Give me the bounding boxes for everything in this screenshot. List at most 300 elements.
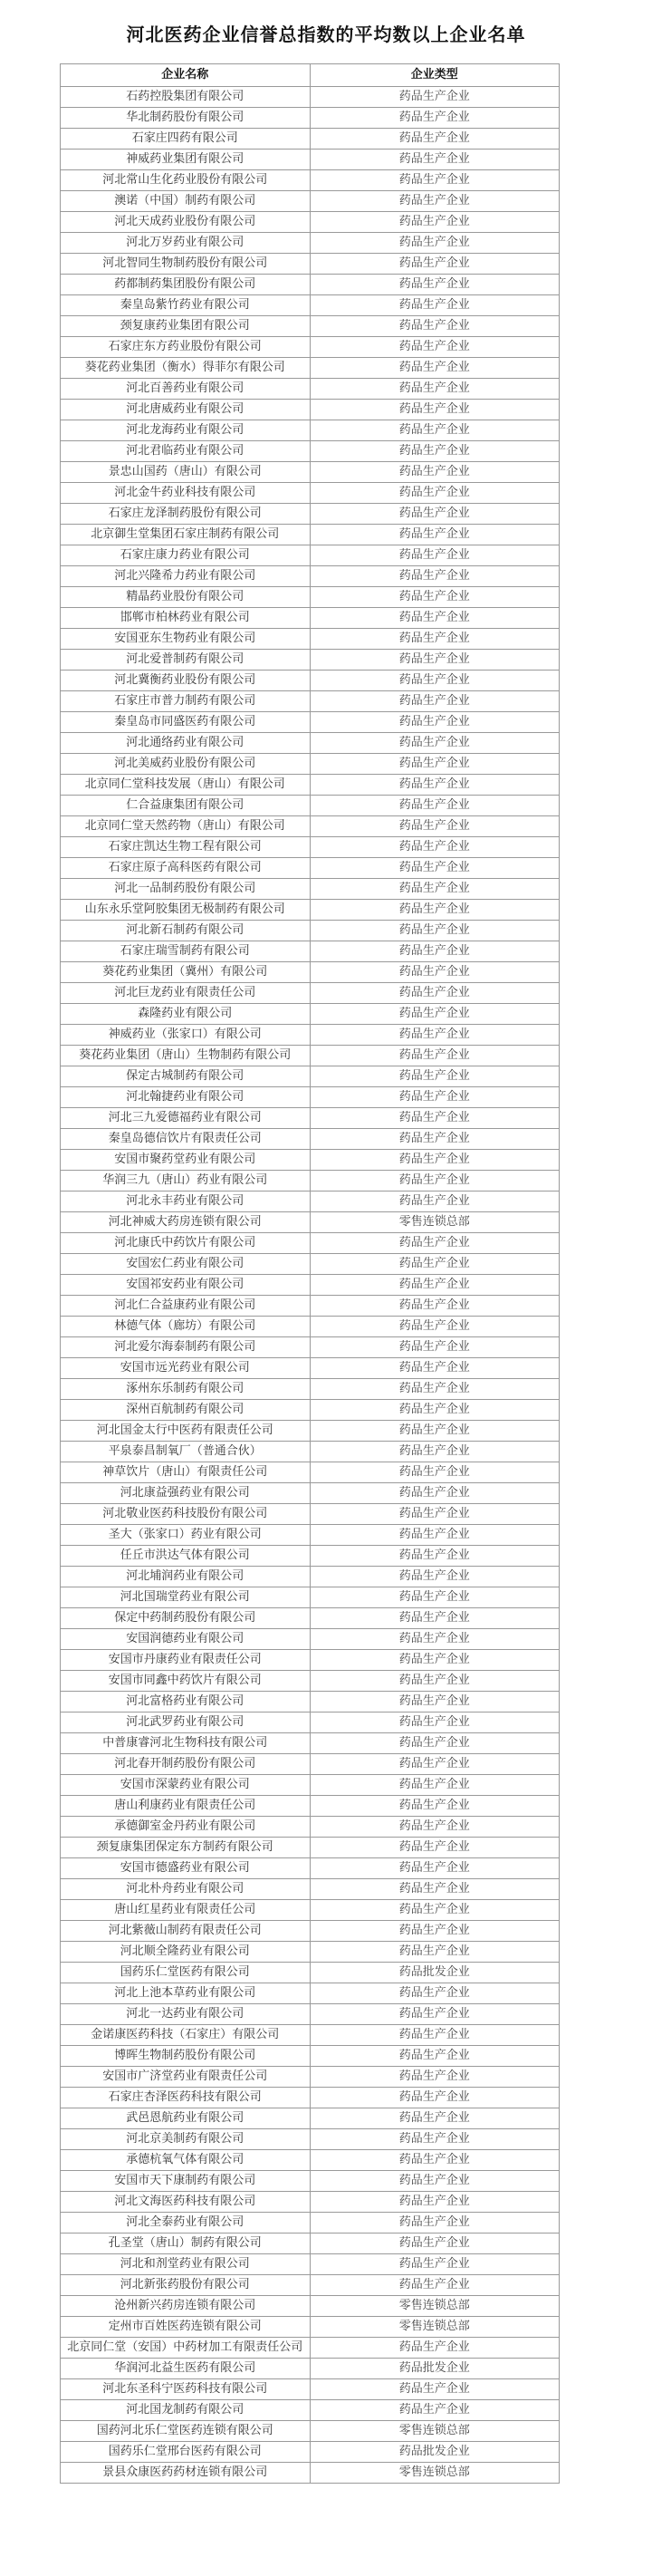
- company-name-cell: 景忠山国药（唐山）有限公司: [61, 462, 311, 483]
- company-name-cell: 石家庄龙泽制药股份有限公司: [61, 504, 311, 525]
- table-row: [61, 1400, 560, 1421]
- table-row: [61, 1983, 560, 2004]
- table-row: [61, 1817, 560, 1838]
- company-name-cell: 河北紫薇山制药有限责任公司: [61, 1921, 311, 1942]
- company-name-cell: 河北万岁药业有限公司: [61, 233, 311, 254]
- company-type-cell: 药品生产企业: [310, 400, 560, 420]
- table-row: [61, 2025, 560, 2046]
- company-name-cell: 安国宏仁药业有限公司: [61, 1254, 311, 1275]
- company-type-cell: 药品生产企业: [310, 2254, 560, 2275]
- company-name-cell: 中普康睿河北生物科技有限公司: [61, 1733, 311, 1754]
- company-name-cell: 河北一品制药股份有限公司: [61, 879, 311, 900]
- company-name-cell: 河北新石制药有限公司: [61, 921, 311, 941]
- company-type-cell: 药品生产企业: [310, 650, 560, 671]
- company-name-cell: 河北龙海药业有限公司: [61, 420, 311, 441]
- company-name-cell: 河北顺全隆药业有限公司: [61, 1942, 311, 1963]
- table-row: [61, 1025, 560, 1046]
- company-name-cell: 孔圣堂（唐山）制药有限公司: [61, 2233, 311, 2254]
- company-type-cell: 药品生产企业: [310, 754, 560, 775]
- company-type-cell: 药品生产企业: [310, 1337, 560, 1358]
- company-name-cell: 河北智同生物制药股份有限公司: [61, 254, 311, 275]
- company-type-cell: 药品生产企业: [310, 733, 560, 754]
- company-name-cell: 安国市广济堂药业有限责任公司: [61, 2067, 311, 2088]
- company-name-cell: 森隆药业有限公司: [61, 1004, 311, 1025]
- company-type-cell: 药品生产企业: [310, 2150, 560, 2171]
- company-name-cell: 石家庄市普力制药有限公司: [61, 691, 311, 712]
- table-row: [61, 837, 560, 858]
- company-type-cell: 药品生产企业: [310, 295, 560, 316]
- company-type-cell: 药品生产企业: [310, 2400, 560, 2421]
- company-type-cell: 药品生产企业: [310, 921, 560, 941]
- company-type-cell: 药品生产企业: [310, 1046, 560, 1066]
- company-name-cell: 河北京美制药有限公司: [61, 2129, 311, 2150]
- company-name-cell: 药都制药集团股份有限公司: [61, 275, 311, 295]
- company-type-cell: 药品生产企业: [310, 1838, 560, 1858]
- company-type-cell: 药品生产企业: [310, 1442, 560, 1462]
- table-row: [61, 1796, 560, 1817]
- table-row: [61, 879, 560, 900]
- company-type-cell: 药品生产企业: [310, 1671, 560, 1692]
- table-row: [61, 2192, 560, 2213]
- company-name-cell: 平泉泰昌制氧厂（普通合伙）: [61, 1442, 311, 1462]
- table-body: [61, 87, 560, 2484]
- company-name-cell: 保定古城制药有限公司: [61, 1066, 311, 1087]
- company-name-cell: 神草饮片（唐山）有限责任公司: [61, 1462, 311, 1483]
- table-row: [61, 1963, 560, 1983]
- table-row: [61, 1713, 560, 1733]
- company-name-cell: 安国祁安药业有限公司: [61, 1275, 311, 1296]
- company-type-cell: 药品生产企业: [310, 108, 560, 129]
- table-row: [61, 587, 560, 608]
- table-row: [61, 796, 560, 816]
- company-type-cell: 药品生产企业: [310, 712, 560, 733]
- company-name-cell: 河北新张药股份有限公司: [61, 2275, 311, 2296]
- company-name-cell: 北京同仁堂天然药物（唐山）有限公司: [61, 816, 311, 837]
- table-row: [61, 1108, 560, 1129]
- company-name-cell: 河北常山生化药业股份有限公司: [61, 170, 311, 191]
- table-row: [61, 1442, 560, 1462]
- company-type-cell: 零售连锁总部: [310, 2296, 560, 2317]
- table-row: [61, 2067, 560, 2088]
- company-name-cell: 石家庄东方药业股份有限公司: [61, 337, 311, 358]
- table-row: [61, 504, 560, 525]
- company-name-cell: 河北美威药业股份有限公司: [61, 754, 311, 775]
- company-type-cell: 药品生产企业: [310, 671, 560, 691]
- company-type-cell: 药品生产企业: [310, 1733, 560, 1754]
- table-row: [61, 712, 560, 733]
- company-type-cell: 药品生产企业: [310, 1379, 560, 1400]
- company-name-cell: 安国润德药业有限公司: [61, 1629, 311, 1650]
- table-row: [61, 1087, 560, 1108]
- table-row: [61, 1733, 560, 1754]
- company-type-cell: 药品生产企业: [310, 2088, 560, 2108]
- company-name-cell: 金诺康医药科技（石家庄）有限公司: [61, 2025, 311, 2046]
- company-name-cell: 秦皇岛市同盛医药有限公司: [61, 712, 311, 733]
- company-name-cell: 河北和剂堂药业有限公司: [61, 2254, 311, 2275]
- company-type-cell: 药品生产企业: [310, 1504, 560, 1525]
- company-type-cell: 药品生产企业: [310, 233, 560, 254]
- company-name-cell: 北京御生堂集团石家庄制药有限公司: [61, 525, 311, 545]
- company-name-cell: 华润三九（唐山）药业有限公司: [61, 1171, 311, 1192]
- company-type-cell: 药品生产企业: [310, 1546, 560, 1567]
- company-type-cell: 药品生产企业: [310, 545, 560, 566]
- table-row: [61, 858, 560, 879]
- table-row: [61, 2400, 560, 2421]
- company-name-cell: 河北敬业医药科技股份有限公司: [61, 1504, 311, 1525]
- company-type-cell: 药品生产企业: [310, 1796, 560, 1817]
- company-type-cell: 药品生产企业: [310, 1129, 560, 1150]
- company-type-cell: 药品生产企业: [310, 1171, 560, 1192]
- table-row: [61, 1587, 560, 1608]
- company-type-cell: 药品生产企业: [310, 816, 560, 837]
- company-name-cell: 河北通络药业有限公司: [61, 733, 311, 754]
- company-type-cell: 药品生产企业: [310, 1025, 560, 1046]
- company-name-cell: 河北康氏中药饮片有限公司: [61, 1233, 311, 1254]
- company-type-cell: 药品生产企业: [310, 1608, 560, 1629]
- company-type-cell: 药品生产企业: [310, 191, 560, 212]
- company-name-cell: 神威药业（张家口）有限公司: [61, 1025, 311, 1046]
- company-name-cell: 河北埔润药业有限公司: [61, 1567, 311, 1587]
- company-name-cell: 河北文海医药科技有限公司: [61, 2192, 311, 2213]
- company-name-cell: 安国市聚药堂药业有限公司: [61, 1150, 311, 1171]
- company-type-cell: 药品生产企业: [310, 1254, 560, 1275]
- company-type-cell: 药品生产企业: [310, 587, 560, 608]
- company-name-cell: 华北制药股份有限公司: [61, 108, 311, 129]
- company-name-cell: 唐山红星药业有限责任公司: [61, 1900, 311, 1921]
- table-row: [61, 816, 560, 837]
- table-row: [61, 1650, 560, 1671]
- table-row: [61, 1858, 560, 1879]
- table-row: [61, 295, 560, 316]
- company-name-cell: 承德御室金丹药业有限公司: [61, 1817, 311, 1838]
- table-row: [61, 1212, 560, 1233]
- company-type-cell: 药品生产企业: [310, 1587, 560, 1608]
- table-row: [61, 87, 560, 108]
- company-name-cell: 河北爱尔海泰制药有限公司: [61, 1337, 311, 1358]
- company-type-cell: 药品生产企业: [310, 1858, 560, 1879]
- company-name-cell: 澳诺（中国）制药有限公司: [61, 191, 311, 212]
- company-type-cell: 药品生产企业: [310, 420, 560, 441]
- table-row: [61, 129, 560, 150]
- table-row: [61, 1275, 560, 1296]
- table-row: [61, 2171, 560, 2192]
- company-name-cell: 神威药业集团有限公司: [61, 150, 311, 170]
- company-name-cell: 石家庄原子高科医药有限公司: [61, 858, 311, 879]
- company-name-cell: 颈复康集团保定东方制药有限公司: [61, 1838, 311, 1858]
- company-name-cell: 河北上池本草药业有限公司: [61, 1983, 311, 2004]
- company-type-cell: 药品生产企业: [310, 1983, 560, 2004]
- company-type-cell: 药品生产企业: [310, 1713, 560, 1733]
- company-type-cell: 药品生产企业: [310, 1650, 560, 1671]
- company-name-cell: 石药控股集团有限公司: [61, 87, 311, 108]
- table-row: [61, 212, 560, 233]
- company-type-cell: 药品生产企业: [310, 983, 560, 1004]
- company-name-cell: 河北百善药业有限公司: [61, 379, 311, 400]
- table-row: [61, 1754, 560, 1775]
- company-type-cell: 药品批发企业: [310, 2359, 560, 2379]
- company-name-cell: 林德气体（廊坊）有限公司: [61, 1317, 311, 1337]
- table-row: [61, 108, 560, 129]
- company-type-cell: 药品生产企业: [310, 1817, 560, 1838]
- table-row: [61, 1317, 560, 1337]
- table-row: [61, 2275, 560, 2296]
- company-name-cell: 河北兴隆希力药业有限公司: [61, 566, 311, 587]
- document-title: 河北医药企业信誉总指数的平均数以上企业名单: [126, 24, 526, 45]
- company-type-cell: 药品生产企业: [310, 1921, 560, 1942]
- company-name-cell: 承德杭氧气体有限公司: [61, 2150, 311, 2171]
- table-row: [61, 462, 560, 483]
- company-name-cell: 颈复康药业集团有限公司: [61, 316, 311, 337]
- company-type-cell: 药品生产企业: [310, 2213, 560, 2233]
- header-company-name: 企业名称: [61, 64, 311, 87]
- company-type-cell: 药品生产企业: [310, 1066, 560, 1087]
- table-row: [61, 1171, 560, 1192]
- company-name-cell: 河北翰捷药业有限公司: [61, 1087, 311, 1108]
- table-row: [61, 1629, 560, 1650]
- company-type-cell: 药品生产企业: [310, 2067, 560, 2088]
- table-row: [61, 1504, 560, 1525]
- company-type-cell: 药品生产企业: [310, 1692, 560, 1713]
- table-row: [61, 191, 560, 212]
- company-name-cell: 河北神威大药房连锁有限公司: [61, 1212, 311, 1233]
- company-name-cell: 河北君临药业有限公司: [61, 441, 311, 462]
- company-type-cell: 药品生产企业: [310, 1317, 560, 1337]
- enterprise-table: [60, 63, 560, 2484]
- company-type-cell: 药品生产企业: [310, 1296, 560, 1317]
- table-row: [61, 983, 560, 1004]
- company-type-cell: 药品生产企业: [310, 1879, 560, 1900]
- company-name-cell: 安国市同鑫中药饮片有限公司: [61, 1671, 311, 1692]
- company-name-cell: 河北武罗药业有限公司: [61, 1713, 311, 1733]
- company-name-cell: 河北国金太行中医药有限责任公司: [61, 1421, 311, 1442]
- table-row: [61, 1004, 560, 1025]
- company-name-cell: 秦皇岛紫竹药业有限公司: [61, 295, 311, 316]
- table-row: [61, 379, 560, 400]
- company-name-cell: 石家庄康力药业有限公司: [61, 545, 311, 566]
- company-name-cell: 国药乐仁堂邢台医药有限公司: [61, 2442, 311, 2463]
- company-name-cell: 河北天成药业股份有限公司: [61, 212, 311, 233]
- table-row: [61, 400, 560, 420]
- table-row: [61, 525, 560, 545]
- table-row: [61, 545, 560, 566]
- company-name-cell: 秦皇岛德信饮片有限责任公司: [61, 1129, 311, 1150]
- company-name-cell: 国药河北乐仁堂医药连锁有限公司: [61, 2421, 311, 2442]
- table-row: [61, 420, 560, 441]
- company-type-cell: 药品生产企业: [310, 900, 560, 921]
- table-row: [61, 1337, 560, 1358]
- table-row: [61, 1921, 560, 1942]
- table-row: [61, 1233, 560, 1254]
- company-type-cell: 药品生产企业: [310, 441, 560, 462]
- company-type-cell: 药品生产企业: [310, 1775, 560, 1796]
- company-type-cell: 药品生产企业: [310, 2379, 560, 2400]
- company-name-cell: 景县众康医药药材连锁有限公司: [61, 2463, 311, 2484]
- company-type-cell: 药品生产企业: [310, 150, 560, 170]
- company-name-cell: 河北唐威药业有限公司: [61, 400, 311, 420]
- company-type-cell: 零售连锁总部: [310, 2421, 560, 2442]
- table-row: [61, 1462, 560, 1483]
- table-row: [61, 1525, 560, 1546]
- table-row: [61, 1608, 560, 1629]
- company-name-cell: 武邑恩航药业有限公司: [61, 2108, 311, 2129]
- table-row: [61, 921, 560, 941]
- company-type-cell: 药品生产企业: [310, 1150, 560, 1171]
- company-type-cell: 药品生产企业: [310, 1400, 560, 1421]
- table-row: [61, 150, 560, 170]
- company-name-cell: 北京同仁堂（安国）中药材加工有限责任公司: [61, 2338, 311, 2359]
- company-name-cell: 任丘市洪达气体有限公司: [61, 1546, 311, 1567]
- company-type-cell: 药品生产企业: [310, 1483, 560, 1504]
- company-type-cell: 药品生产企业: [310, 2108, 560, 2129]
- company-name-cell: 圣大（张家口）药业有限公司: [61, 1525, 311, 1546]
- company-name-cell: 河北东圣科宁医药科技有限公司: [61, 2379, 311, 2400]
- company-type-cell: 零售连锁总部: [310, 2317, 560, 2338]
- company-type-cell: 药品生产企业: [310, 462, 560, 483]
- company-type-cell: 药品生产企业: [310, 691, 560, 712]
- company-name-cell: 河北朴舟药业有限公司: [61, 1879, 311, 1900]
- table-row: [61, 1900, 560, 1921]
- table-row: [61, 1775, 560, 1796]
- company-type-cell: 药品生产企业: [310, 2129, 560, 2150]
- company-type-cell: 药品生产企业: [310, 2192, 560, 2213]
- company-name-cell: 河北富格药业有限公司: [61, 1692, 311, 1713]
- company-type-cell: 药品生产企业: [310, 1087, 560, 1108]
- company-name-cell: 安国市深蒙药业有限公司: [61, 1775, 311, 1796]
- table-row: [61, 2108, 560, 2129]
- company-name-cell: 石家庄杏泽医药科技有限公司: [61, 2088, 311, 2108]
- company-type-cell: 药品生产企业: [310, 775, 560, 796]
- table-row: [61, 1838, 560, 1858]
- table-row: [61, 941, 560, 962]
- company-type-cell: 药品生产企业: [310, 254, 560, 275]
- company-type-cell: 药品生产企业: [310, 941, 560, 962]
- company-name-cell: 河北国龙制药有限公司: [61, 2400, 311, 2421]
- company-name-cell: 河北永丰药业有限公司: [61, 1192, 311, 1212]
- company-name-cell: 沧州新兴药房连锁有限公司: [61, 2296, 311, 2317]
- table-row: [61, 483, 560, 504]
- company-name-cell: 安国市丹康药业有限责任公司: [61, 1650, 311, 1671]
- company-name-cell: 国药乐仁堂医药有限公司: [61, 1963, 311, 1983]
- table-row: [61, 1358, 560, 1379]
- header-company-type: 企业类型: [310, 64, 560, 87]
- table-row: [61, 2359, 560, 2379]
- company-name-cell: 北京同仁堂科技发展（唐山）有限公司: [61, 775, 311, 796]
- company-type-cell: 药品生产企业: [310, 629, 560, 650]
- table-row: [61, 170, 560, 191]
- company-type-cell: 药品生产企业: [310, 858, 560, 879]
- table-row: [61, 275, 560, 295]
- company-name-cell: 唐山利康药业有限责任公司: [61, 1796, 311, 1817]
- table-row: [61, 1379, 560, 1400]
- company-type-cell: 药品生产企业: [310, 1942, 560, 1963]
- company-name-cell: 博晖生物制药股份有限公司: [61, 2046, 311, 2067]
- table-row: [61, 650, 560, 671]
- company-name-cell: 河北春开制药股份有限公司: [61, 1754, 311, 1775]
- company-name-cell: 葵花药业集团（冀州）有限公司: [61, 962, 311, 983]
- company-type-cell: 药品生产企业: [310, 358, 560, 379]
- table-row: [61, 691, 560, 712]
- table-row: [61, 254, 560, 275]
- table-row: [61, 1192, 560, 1212]
- company-name-cell: 安国市远光药业有限公司: [61, 1358, 311, 1379]
- company-type-cell: 药品生产企业: [310, 1108, 560, 1129]
- company-type-cell: 药品生产企业: [310, 1629, 560, 1650]
- company-name-cell: 河北全泰药业有限公司: [61, 2213, 311, 2233]
- company-name-cell: 山东永乐堂阿胶集团无极制药有限公司: [61, 900, 311, 921]
- table-row: [61, 1066, 560, 1087]
- table-row: [61, 608, 560, 629]
- company-type-cell: 药品生产企业: [310, 129, 560, 150]
- company-name-cell: 葵花药业集团（唐山）生物制药有限公司: [61, 1046, 311, 1066]
- company-type-cell: 药品生产企业: [310, 483, 560, 504]
- company-name-cell: 安国市德盛药业有限公司: [61, 1858, 311, 1879]
- company-type-cell: 药品生产企业: [310, 1421, 560, 1442]
- company-name-cell: 河北冀衡药业股份有限公司: [61, 671, 311, 691]
- table-row: [61, 1150, 560, 1171]
- table-row: [61, 441, 560, 462]
- company-type-cell: 药品生产企业: [310, 2025, 560, 2046]
- table-row: [61, 2317, 560, 2338]
- company-name-cell: 石家庄瑞雪制药有限公司: [61, 941, 311, 962]
- table-row: [61, 1129, 560, 1150]
- company-type-cell: 零售连锁总部: [310, 1212, 560, 1233]
- company-name-cell: 精晶药业股份有限公司: [61, 587, 311, 608]
- table-row: [61, 2129, 560, 2150]
- company-name-cell: 安国亚东生物药业有限公司: [61, 629, 311, 650]
- table-row: [61, 1046, 560, 1066]
- company-type-cell: 药品生产企业: [310, 337, 560, 358]
- table-row: [61, 2421, 560, 2442]
- company-type-cell: 药品生产企业: [310, 212, 560, 233]
- company-type-cell: 药品生产企业: [310, 1233, 560, 1254]
- table-row: [61, 233, 560, 254]
- company-type-cell: 药品生产企业: [310, 1754, 560, 1775]
- table-row: [61, 2150, 560, 2171]
- company-name-cell: 石家庄凯达生物工程有限公司: [61, 837, 311, 858]
- company-name-cell: 河北爱普制药有限公司: [61, 650, 311, 671]
- company-name-cell: 河北金牛药业科技有限公司: [61, 483, 311, 504]
- table-row: [61, 1942, 560, 1963]
- company-name-cell: 石家庄四药有限公司: [61, 129, 311, 150]
- company-type-cell: 药品生产企业: [310, 525, 560, 545]
- table-header-row: [61, 64, 560, 87]
- company-type-cell: 药品生产企业: [310, 2338, 560, 2359]
- company-type-cell: 药品生产企业: [310, 1567, 560, 1587]
- company-name-cell: 河北巨龙药业有限责任公司: [61, 983, 311, 1004]
- company-type-cell: 药品生产企业: [310, 1525, 560, 1546]
- company-type-cell: 药品生产企业: [310, 1004, 560, 1025]
- table-row: [61, 2088, 560, 2108]
- table-row: [61, 2463, 560, 2484]
- table-row: [61, 1567, 560, 1587]
- company-type-cell: 药品生产企业: [310, 1462, 560, 1483]
- company-type-cell: 药品生产企业: [310, 1358, 560, 1379]
- table-row: [61, 358, 560, 379]
- company-name-cell: 安国市天下康制药有限公司: [61, 2171, 311, 2192]
- company-type-cell: 药品生产企业: [310, 1192, 560, 1212]
- company-type-cell: 药品生产企业: [310, 275, 560, 295]
- table-row: [61, 2442, 560, 2463]
- company-type-cell: 药品生产企业: [310, 2233, 560, 2254]
- table-row: [61, 1546, 560, 1567]
- table-row: [61, 2338, 560, 2359]
- table-row: [61, 1421, 560, 1442]
- table-row: [61, 1254, 560, 1275]
- company-type-cell: 药品批发企业: [310, 2442, 560, 2463]
- table-row: [61, 2379, 560, 2400]
- company-type-cell: 药品生产企业: [310, 962, 560, 983]
- company-type-cell: 药品生产企业: [310, 87, 560, 108]
